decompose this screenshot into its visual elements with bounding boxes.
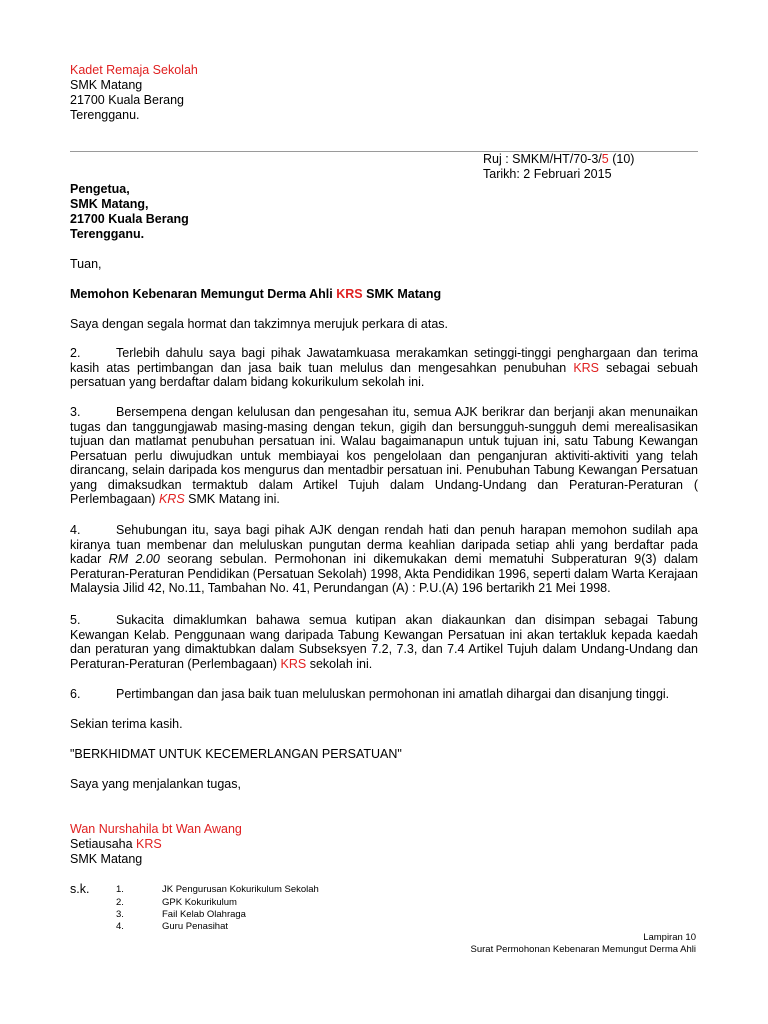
recipient-title: Pengetua, [70, 182, 130, 196]
reference-number [483, 152, 634, 167]
signatory-title-krs: KRS [136, 837, 162, 851]
krs-highlight: KRS [158, 492, 185, 506]
fee-amount: RM 2.00 [108, 552, 160, 566]
closing-thanks: Sekian terima kasih. [70, 717, 183, 731]
signatory-name: Wan Nurshahila bt Wan Awang [70, 822, 242, 836]
cc-item: GPK Kokurikulum [162, 897, 237, 908]
paragraph-number: 3. [70, 405, 81, 419]
footer-appendix: Lampiran 10 [643, 932, 696, 943]
sender-city: 21700 Kuala Berang [70, 93, 184, 107]
subject-krs: KRS [336, 287, 363, 301]
paragraph-number: 6. [70, 687, 81, 701]
signatory-title-text: Setiausaha [70, 837, 137, 851]
subject-text: Memohon Kebenaran Memungut Derma Ahli [70, 287, 337, 301]
cc-item: Fail Kelab Olahraga [162, 909, 246, 920]
krs-highlight: KRS [573, 360, 600, 375]
cc-item-number: 1. [116, 884, 124, 895]
recipient-city: 21700 Kuala Berang [70, 212, 189, 226]
paragraph-4 [70, 523, 698, 596]
cc-item-number: 3. [116, 909, 124, 920]
paragraph-5 [70, 613, 698, 671]
paragraph-3 [70, 405, 698, 507]
cc-item: JK Pengurusan Kokurikulum Sekolah [162, 884, 319, 895]
cc-item: Guru Penasihat [162, 921, 229, 932]
signatory-school: SMK Matang [70, 852, 143, 866]
motto: "BERKHIDMAT UNTUK KECEMERLANGAN PERSATUAN" [70, 747, 402, 761]
duty-line: Saya yang menjalankan tugas, [70, 777, 241, 791]
ref-suffix: (10) [608, 152, 635, 166]
paragraph-text-end: sebagai sebuah persatuan yang berdaftar dalam bidang kokurikulum sekolah ini. [70, 360, 698, 389]
paragraph-text-end: SMK Matang ini. [184, 492, 280, 506]
salutation: Tuan, [70, 257, 102, 271]
cc-item-number: 4. [116, 921, 124, 932]
cc-item-number: 2. [116, 897, 124, 908]
paragraph-6 [70, 687, 698, 702]
intro-paragraph: Saya dengan segala hormat dan takzimnya merujuk perkara di atas. [70, 317, 448, 331]
ref-red-digit: 5 [601, 152, 609, 166]
sender-school: SMK Matang [70, 78, 143, 92]
sender-name: Kadet Remaja Sekolah [70, 63, 198, 77]
footer-description: Surat Permohonan Kebenaran Memungut Derma Ahli [470, 944, 696, 955]
paragraph-2 [70, 346, 698, 390]
paragraph-text: Sehubungan itu, saya bagi pihak AJK dengan rendah hati dan penuh harapan memohon sudilah apa kiranya tuan membenar dan meluluskan pungutan derma keahlian daripada setiap ahli yang berdaftar pada kadar [70, 523, 698, 566]
paragraph-text-end: seorang sebulan. Permohonan ini dikemukakan demi mematuhi Subperaturan 9(3) dalam Peraturan-Peraturan Pendidikan (Persatuan Sekolah) 1998, Akta Pendidikan 1996, seperti dalam Warta Kerajaan Malaysia Jilid 42, No.11, Tambahan No. 41, Perundangan (A) : P.U.(A) 196 bertarikh 21 Mei 1998. [70, 552, 698, 595]
paragraph-text: Sukacita dimaklumkan bahawa semua kutipan akan diakaunkan dan disimpan sebagai Tabung Kewangan Kelab. Penggunaan wang daripada Tabung Kewangan Persatuan ini akan tertakluk kepada kaedah dan peraturan yang dimaktubkan dalam Subseksyen 7.2, 7.3, dan 7.4 Artikel Tujuh dalam Undang-Undang dan Peraturan-Peraturan (Perlembagaan) [70, 613, 698, 671]
paragraph-text: Bersempena dengan kelulusan dan pengesahan itu, semua AJK berikrar dan berjanji akan menunaikan tugas dan tanggungjawab masing-masing dengan tekun, gigih dan bersungguh-sungguh demi merealisasikan tujuan dan matlamat penubuhan persatuan ini. Walau bagaimanapun untuk tujuan ini, satu Tabung Kewangan Persatuan perlu diwujudkan untuk membiayai kos pengelolaan dan penganjuran aktiviti-aktiviti yang telah dirancang, selain daripada kos mengurus dan mentadbir persatuan ini. Penubuhan Tabung Kewangan Persatuan yang dimaksudkan termaktub dalam Artikel Tujuh dalam Undang-Undang dan Peraturan-Peraturan ( Perlembagaan) [70, 405, 698, 506]
paragraph-number: 2. [70, 346, 81, 360]
signatory-title [70, 837, 162, 852]
cc-label: s.k. [70, 882, 90, 896]
subject-text-end: SMK Matang [362, 287, 442, 301]
paragraph-text: Pertimbangan dan jasa baik tuan meluluskan permohonan ini amatlah dihargai dan disanjung tinggi. [116, 687, 670, 701]
subject-line [70, 287, 441, 302]
recipient-state: Terengganu. [70, 227, 145, 241]
ref-prefix: Ruj : SMKM/HT/70-3/ [483, 152, 602, 166]
sender-state: Terengganu. [70, 108, 140, 122]
paragraph-text-end: sekolah ini. [306, 656, 373, 671]
krs-highlight: KRS [280, 656, 307, 671]
paragraph-number: 5. [70, 613, 81, 627]
paragraph-text: Terlebih dahulu saya bagi pihak Jawatamkuasa merakamkan setinggi-tinggi penghargaan dan terima kasih atas pertimbangan dan jasa baik tuan melulus dan mengesahkan penubuhan [70, 346, 698, 375]
paragraph-number: 4. [70, 523, 81, 537]
letter-date: Tarikh: 2 Februari 2015 [483, 167, 612, 181]
recipient-school: SMK Matang, [70, 197, 149, 211]
